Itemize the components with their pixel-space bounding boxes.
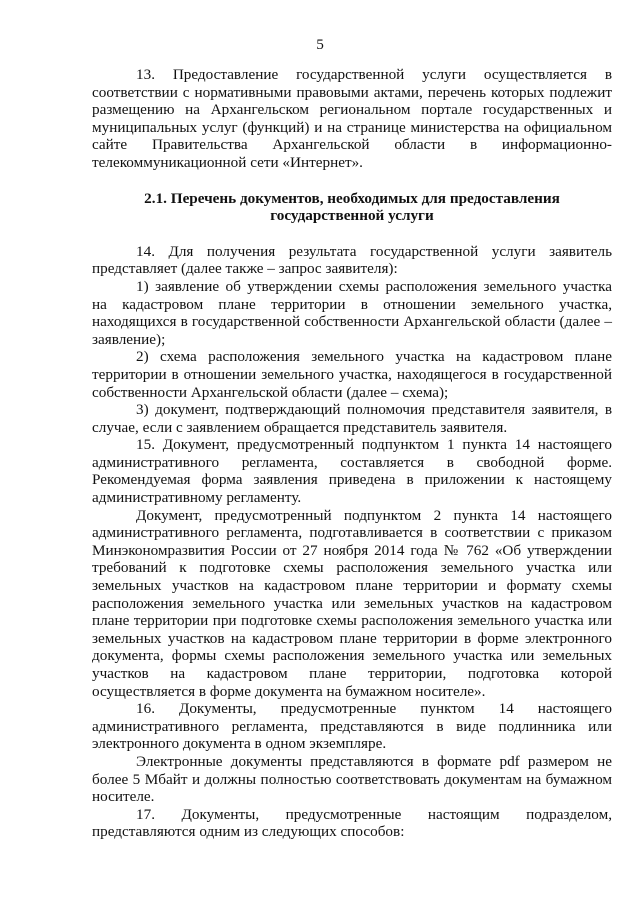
paragraph-14-item-1: 1) заявление об утверждении схемы расположения земельного участка на кадастровом плане территории в отношении земельного участка, находящихся в государственной собственности Архангельской области (далее – заявление); xyxy=(92,277,612,348)
paragraph-17: 17. Документы, предусмотренные настоящим подразделом, представляются одним из следующих способов: xyxy=(92,805,612,841)
paragraph-15-continued: Документ, предусмотренный подпунктом 2 пункта 14 настоящего административного регламента, подготавливается в соответствии с приказом Минэкономразвития России от 27 ноября 2014 года № 762 «Об утверждении требований к подготовке схемы расположения земельного участка или земельных участков на кадастровом плане территории и формату схемы расположения земельного участка или земельных участков на кадастровом плане территории при подготовке схемы расположения земельного участка или земельных участков на кадастровом плане территории в форме электронного документа, формы схемы расположения земельного участка или земельных участков на кадастровом плане территории, подготовка которой осуществляется в форме документа на бумажном носителе». xyxy=(92,506,612,700)
document-body xyxy=(92,66,612,841)
section-heading: 2.1. Перечень документов, необходимых для предоставления государственной услуги xyxy=(144,189,560,225)
paragraph-13: 13. Предоставление государственной услуги осуществляется в соответствии с нормативными правовыми актами, перечень которых подлежит размещению на Архангельском региональном портале государственных и муниципальных услуг (функций) и на странице министерства на официальном сайте Правительства Архангельской области в информационно-телекоммуникационной сети «Интернет». xyxy=(92,66,612,171)
page-number: 5 xyxy=(316,36,324,53)
paragraph-16-continued: Электронные документы представляются в формате pdf размером не более 5 Мбайт и должны полностью соответствовать документам на бумажном носителе. xyxy=(92,752,612,806)
paragraph-16: 16. Документы, предусмотренные пунктом 14 настоящего административного регламента, представляются в виде подлинника или электронного документа в одном экземпляре. xyxy=(92,700,612,753)
paragraph-14: 14. Для получения результата государственной услуги заявитель представляет (далее также – запрос заявителя): xyxy=(92,242,612,278)
paragraph-15: 15. Документ, предусмотренный подпунктом 1 пункта 14 настоящего административного регламента, составляется в свободной форме. Рекомендуемая форма заявления приведена в приложении к настоящему административному регламенту. xyxy=(92,436,612,507)
paragraph-14-item-3: 3) документ, подтверждающий полномочия представителя заявителя, в случае, если с заявлением обращается представитель заявителя. xyxy=(92,401,612,436)
paragraph-14-item-2: 2) схема расположения земельного участка на кадастровом плане территории в отношении земельного участка, находящегося в государственной собственности Архангельской области (далее – схема); xyxy=(92,348,612,401)
